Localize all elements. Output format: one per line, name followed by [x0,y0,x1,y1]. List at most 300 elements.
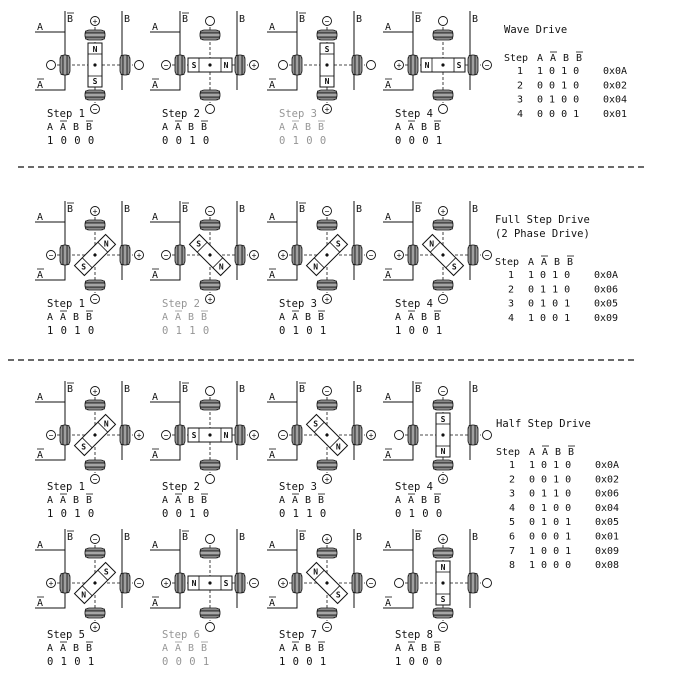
south-pole [441,595,446,604]
north-pole-label: N [103,419,109,429]
terminal-left-polarity: + [280,251,286,260]
terminal-right [483,579,492,588]
table-step-number: 4 [509,502,516,514]
col-b-bar: B [86,122,93,133]
south-pole-label: S [451,262,457,272]
terminal-right-polarity: + [136,431,142,440]
col-a-bar: A [60,312,67,323]
col-a-bar: A [175,643,182,654]
col-a-bar: A [292,122,299,133]
step-bits: 0 1 1 0 [279,508,327,520]
terminal-right-polarity: − [484,251,490,260]
label-a-bar: A [269,80,276,91]
table-hex-value: 0x05 [594,298,619,310]
terminal-top-polarity: + [440,535,446,544]
col-b-bar: B [86,312,93,323]
step-label: Step 4 [395,108,433,120]
north-pole-label: N [313,567,319,577]
terminal-bottom-polarity: + [92,623,98,632]
north-pole [104,240,109,249]
north-pole [313,568,318,577]
motor-diagram-wave-2 [150,11,259,114]
col-b: B [73,643,80,654]
col-a: A [395,122,402,133]
label-a-bar: A [385,450,392,461]
step-label: Step 6 [162,629,200,641]
north-pole [224,431,229,440]
col-a: A [47,122,54,133]
south-pole [336,240,341,249]
table-step-number: 3 [509,488,516,500]
north-pole-label: N [103,239,109,249]
motor-diagram-half-8 [383,529,492,632]
table-header-full [495,256,574,268]
terminal-right-polarity: + [251,431,257,440]
col-b: B [73,122,80,133]
terminal-top [206,535,215,544]
table-header-wave [504,52,583,64]
step-label: Step 3 [279,481,317,493]
step-bits: 1 0 1 0 [47,325,95,337]
table-hex-value: 0x0A [603,66,628,77]
label-b-bar: B [67,204,74,215]
table-header-cell: Step [504,53,529,64]
south-pole-label: S [335,590,341,600]
terminal-top-polarity: + [92,207,98,216]
terminal-left-polarity: + [396,251,402,260]
col-b: B [305,643,312,654]
label-b: B [239,14,246,25]
label-b: B [356,204,363,215]
north-pole-label: N [223,61,229,70]
col-b-bar: B [201,495,208,506]
col-a-bar: A [175,312,182,323]
table-header-cell: B [576,53,583,64]
table-hex-value: 0x09 [595,545,620,557]
step-caption-full-2 [162,298,210,337]
col-a-bar: A [408,312,415,323]
label-b-bar: B [182,14,189,25]
table-bits: 1 0 1 0 [528,270,571,281]
terminal-bottom [206,475,215,484]
col-b: B [421,122,428,133]
step-bits: 0 0 1 0 [162,135,210,147]
label-a-bar: A [37,80,44,91]
table-step-number: 3 [517,94,524,106]
motor-diagram-full-3 [267,201,376,304]
terminal-left-polarity: + [48,579,54,588]
label-b-bar: B [299,384,306,395]
terminal-right [135,61,144,70]
rotor-magnet [436,413,450,457]
south-pole [457,61,462,70]
table-row [509,517,619,528]
terminal-bottom-polarity: − [92,475,98,484]
table-row [508,313,618,324]
table-step-number: 1 [509,460,516,471]
table-bits: 0 1 1 0 [529,488,572,500]
terminal-right-polarity: + [251,61,257,70]
terminal-left-polarity: + [280,579,286,588]
terminal-left-polarity: − [163,61,169,70]
terminal-right [367,61,376,70]
north-pole [441,563,446,572]
south-pole-label: S [456,61,462,70]
north-pole [325,77,330,86]
rotor-magnet [188,576,232,590]
col-a: A [162,122,169,133]
section-full [35,201,618,337]
terminal-bottom [206,105,215,114]
label-a-bar: A [152,80,159,91]
col-b: B [188,312,195,323]
north-pole [425,61,430,70]
table-bits: 0 0 0 1 [529,531,572,543]
terminal-top-polarity: + [440,207,446,216]
col-a: A [395,643,402,654]
table-row [517,109,627,120]
step-label: Step 1 [47,108,85,120]
col-a-bar: A [292,312,299,323]
rotor-magnet [320,43,334,87]
table-header-cell: B [555,447,562,458]
label-b-bar: B [299,532,306,543]
table-header-cell: A [529,447,536,458]
label-a: A [152,22,159,33]
table-row [509,503,619,514]
motor-diagram-full-2 [150,201,259,304]
terminal-left [279,61,288,70]
label-b: B [472,532,479,543]
step-bits: 0 1 0 1 [47,656,95,668]
label-a-bar: A [37,270,44,281]
step-bits: 0 1 0 0 [279,135,327,147]
col-b: B [421,312,428,323]
label-a: A [37,22,44,33]
col-b-bar: B [434,312,441,323]
terminal-bottom-polarity: − [92,105,98,114]
col-b: B [188,495,195,506]
south-pole-label: S [196,239,202,249]
col-a: A [162,312,169,323]
col-b: B [421,495,428,506]
col-a: A [279,643,286,654]
col-a-bar: A [175,122,182,133]
rotor-pivot [441,63,444,66]
motor-diagram-half-1 [35,381,144,484]
table-step-number: 3 [508,298,515,310]
col-a: A [162,495,169,506]
north-pole-label: N [223,431,229,440]
col-a-bar: A [60,643,67,654]
terminal-right-polarity: + [136,251,142,260]
table-header-cell: A [550,53,557,64]
step-label: Step 2 [162,481,200,493]
south-pole [81,442,86,451]
table-header-cell: A [528,257,535,268]
step-bits: 0 1 0 1 [279,325,327,337]
north-pole [429,240,434,249]
terminal-right-polarity: + [251,251,257,260]
label-b: B [356,384,363,395]
section-title-half: Half Step Drive [496,418,591,430]
terminal-left [395,431,404,440]
south-pole-label: S [223,579,229,588]
label-b: B [124,204,131,215]
motor-diagram-half-5 [35,529,144,632]
table-bits: 0 1 0 1 [528,298,571,310]
step-label: Step 2 [162,298,200,310]
south-pole [441,415,446,424]
step-caption-half-6 [162,629,210,668]
terminal-top-polarity: − [324,17,330,26]
label-a: A [152,212,159,223]
label-a-bar: A [385,270,392,281]
col-b: B [305,312,312,323]
label-b: B [124,14,131,25]
south-pole-label: S [313,419,319,429]
col-a: A [395,312,402,323]
col-a: A [279,122,286,133]
north-pole [104,420,109,429]
table-hex-value: 0x0A [594,270,619,281]
table-row [509,532,619,543]
section-title-full: (2 Phase Drive) [495,228,590,240]
table-step-number: 4 [517,108,524,120]
table-hex-value: 0x06 [594,284,619,296]
step-bits: 0 1 0 0 [395,508,443,520]
step-bits: 0 1 1 0 [162,325,210,337]
north-pole-label: N [191,579,197,588]
table-hex-value: 0x02 [595,474,620,486]
col-a: A [162,643,169,654]
step-bits: 0 0 1 0 [162,508,210,520]
step-caption-wave-4 [395,108,443,147]
terminal-bottom-polarity: − [92,295,98,304]
terminal-bottom-polarity: + [440,475,446,484]
table-bits: 0 0 1 0 [529,474,572,486]
table-bits: 0 1 0 0 [537,94,580,106]
terminal-right-polarity: − [251,579,257,588]
terminal-top-polarity: − [207,207,213,216]
label-a: A [152,392,159,403]
south-pole-label: S [440,415,446,424]
label-b-bar: B [182,384,189,395]
col-b: B [73,495,80,506]
col-b-bar: B [434,495,441,506]
col-a: A [279,495,286,506]
label-a-bar: A [152,270,159,281]
step-caption-wave-1 [47,108,95,147]
step-label: Step 8 [395,629,433,641]
col-a-bar: A [292,495,299,506]
label-b-bar: B [415,384,422,395]
col-b-bar: B [201,643,208,654]
label-a: A [385,392,392,403]
label-a-bar: A [385,598,392,609]
north-pole-label: N [92,45,98,54]
label-a: A [385,22,392,33]
label-a: A [385,212,392,223]
table-row [517,80,627,91]
step-bits: 1 0 0 0 [395,656,443,668]
table-row [509,489,619,500]
col-a-bar: A [408,122,415,133]
label-b: B [239,532,246,543]
step-caption-half-4 [395,481,443,520]
terminal-right-polarity: − [484,61,490,70]
terminal-left-polarity: − [280,431,286,440]
north-pole [313,262,318,271]
terminal-top-polarity: − [324,207,330,216]
table-bits: 0 0 0 1 [537,108,580,120]
step-bits: 1 0 0 0 [47,135,95,147]
terminal-right-polarity: + [368,431,374,440]
north-pole [81,590,86,599]
col-b: B [188,643,195,654]
table-hex-value: 0x02 [603,80,628,92]
step-label: Step 4 [395,481,433,493]
south-pole-label: S [440,595,446,604]
terminal-left-polarity: + [396,61,402,70]
terminal-left [47,61,56,70]
terminal-left-polarity: − [163,251,169,260]
rotor-magnet [436,561,450,605]
south-pole [104,568,109,577]
terminal-bottom-polarity: + [324,475,330,484]
label-a-bar: A [385,80,392,91]
label-b-bar: B [415,204,422,215]
south-pole-label: S [103,567,109,577]
terminal-top-polarity: + [92,387,98,396]
rotor-pivot [441,581,444,584]
rotor-pivot [441,433,444,436]
motor-diagram-half-4 [383,381,492,484]
table-header-cell: B [563,53,570,64]
col-a-bar: A [408,643,415,654]
table-step-number: 2 [509,474,516,486]
south-pole [93,77,98,86]
label-b: B [124,532,131,543]
north-pole-label: N [429,239,435,249]
table-row [508,284,618,295]
terminal-top-polarity: + [324,535,330,544]
col-b: B [421,643,428,654]
terminal-bottom [206,623,215,632]
col-b: B [305,122,312,133]
label-a-bar: A [152,450,159,461]
rotor-pivot [208,581,211,584]
section-title-wave: Wave Drive [504,24,568,36]
table-header-cell: B [567,257,574,268]
motor-diagram-half-2 [150,381,259,484]
step-caption-half-2 [162,481,210,520]
table-header-cell: A [541,257,548,268]
motor-diagram-full-4 [383,201,492,304]
south-pole-label: S [335,239,341,249]
terminal-top [439,17,448,26]
section-wave [35,11,627,147]
terminal-left-polarity: − [48,431,54,440]
north-pole-label: N [218,262,224,272]
terminal-bottom [439,105,448,114]
motor-diagram-wave-3 [267,11,376,114]
label-b: B [472,14,479,25]
step-label: Step 1 [47,481,85,493]
col-a: A [47,643,54,654]
table-bits: 1 0 0 1 [529,545,572,557]
step-bits: 0 0 0 1 [162,656,210,668]
col-a: A [395,495,402,506]
label-a: A [269,212,276,223]
terminal-right-polarity: − [368,251,374,260]
step-bits: 1 0 0 1 [279,656,327,668]
step-label: Step 2 [162,108,200,120]
label-b-bar: B [182,204,189,215]
rotor-magnet [421,58,465,72]
north-pole [441,447,446,456]
section-half [35,381,619,668]
table-hex-value: 0x06 [595,488,620,500]
north-pole-label: N [424,61,430,70]
col-b-bar: B [318,643,325,654]
table-bits: 1 0 0 1 [528,312,571,324]
table-bits: 0 1 0 1 [529,517,572,529]
table-header-half [496,446,575,458]
terminal-top [206,387,215,396]
label-a: A [269,22,276,33]
table-header-cell: A [537,53,544,64]
table-header-cell: B [554,257,561,268]
south-pole-label: S [324,45,330,54]
south-pole [313,420,318,429]
table-bits: 0 0 1 0 [537,80,580,92]
south-pole [452,262,457,271]
step-caption-half-8 [395,629,443,668]
north-pole [192,579,197,588]
label-b-bar: B [415,532,422,543]
label-b: B [124,384,131,395]
table-row [509,546,619,557]
step-caption-half-1 [47,481,95,520]
south-pole-label: S [191,431,197,440]
table-step-number: 1 [517,66,524,77]
rotor-magnet [188,428,232,442]
motor-diagram-wave-4 [383,11,492,114]
table-row [508,270,618,281]
label-a: A [269,392,276,403]
table-row [508,299,618,310]
label-a-bar: A [37,450,44,461]
table-hex-value: 0x05 [595,517,620,529]
label-a: A [37,392,44,403]
motor-diagram-half-7 [267,529,376,632]
label-b-bar: B [299,14,306,25]
col-b-bar: B [318,122,325,133]
table-header-cell: Step [496,447,521,458]
terminal-top [206,17,215,26]
step-caption-full-3 [279,298,327,337]
section-title-full: Full Step Drive [495,214,590,226]
step-label: Step 5 [47,629,85,641]
label-a-bar: A [152,598,159,609]
motor-diagram-half-6 [150,529,259,632]
terminal-bottom-polarity: + [207,295,213,304]
label-b: B [356,14,363,25]
south-pole-label: S [81,262,87,272]
col-b-bar: B [318,312,325,323]
col-b: B [73,312,80,323]
